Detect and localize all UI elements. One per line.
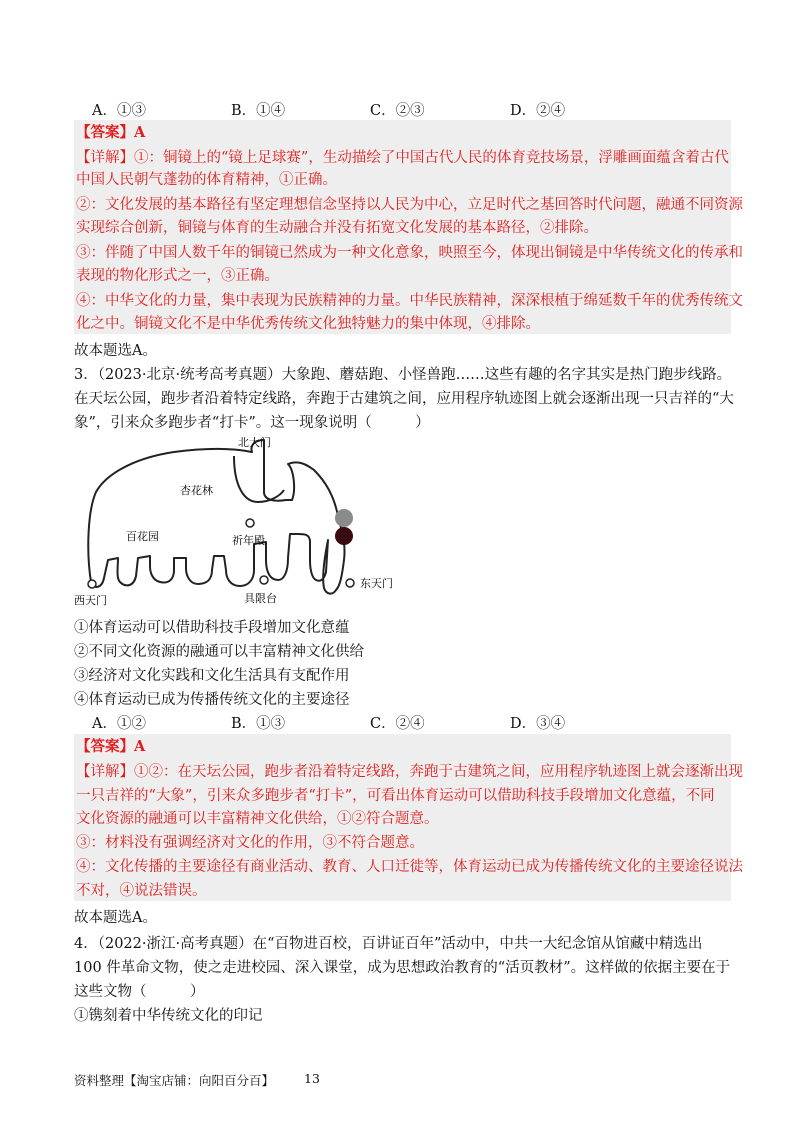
q2-detail-line: 化之中。铜镜文化不是中华优秀传统文化独特魅力的集中体现，④排除。 (76, 316, 540, 332)
map-label-baihua: 百花园 (126, 530, 159, 543)
q3-stem-line: 象”，引来众多跑步者“打卡”。这一现象说明（ ） (74, 415, 430, 431)
q3-stem-line: 在天坛公园，跑步者沿着特定线路，奔跑于古建筑之间，应用程序轨迹图上就会逐渐出现一只吉祥的“大 (74, 391, 734, 407)
q3-option-b: B．①③ (231, 716, 286, 732)
temple-of-heaven-running-route-map (74, 430, 394, 610)
q2-detail-line: 表现的物化形式之一，③正确。 (76, 268, 279, 284)
map-label-north-gate: 北大门 (238, 436, 271, 449)
q3-statement: ③经济对文化实践和文化生活具有支配作用 (74, 668, 350, 684)
map-label-east-gate: 东天门 (360, 577, 393, 590)
map-label-xinghua: 杏花林 (180, 484, 213, 497)
elephant-eye-gray-icon (335, 509, 353, 527)
q2-option-a: A．①③ (92, 103, 146, 119)
q3-detail-line: 不对，④说法错误。 (76, 883, 207, 899)
q2-detail-line: 实现综合创新，铜镜与体育的生动融合并没有拓宽文化发展的基本路径，②排除。 (76, 220, 598, 236)
q3-option-a: A．①② (92, 716, 146, 732)
q3-detail-line: 文化资源的融通可以丰富精神文化供给，①②符合题意。 (76, 811, 439, 827)
elephant-eye-dark-icon (335, 527, 353, 545)
q2-detail-line: 【详解】①：铜镜上的“镜上足球赛”，生动描绘了中国古代人民的体育竞技场景，浮雕画面蕴含着古代 (76, 150, 729, 166)
q2-answer-label: 【答案】A (76, 124, 146, 141)
q2-conclusion: 故本题选A。 (74, 343, 157, 359)
q2-option-d: D．②④ (510, 103, 566, 119)
q2-detail-line: ②：文化发展的基本路径有坚定理想信念坚持以人民为中心，立足时代之基回答时代问题，融通不同资源 (76, 197, 743, 213)
q3-detail-line: 【详解】①②：在天坛公园，跑步者沿着特定线路，奔跑于古建筑之间，应用程序轨迹图上就会逐渐出现 (76, 764, 743, 780)
q2-detail-line: ③：伴随了中国人数千年的铜镜已然成为一种文化意象，映照至今，体现出铜镜是中华传统文化的传承和 (76, 245, 743, 261)
q3-answer-box (74, 734, 743, 901)
q3-detail-line: ④：文化传播的主要途径有商业活动、教育、人口迁徙等，体育运动已成为传播传统文化的主要途径说法 (76, 859, 743, 875)
q2-answer-box (74, 120, 743, 334)
elephant-ear-path (234, 456, 284, 502)
footer-source: 资料整理【淘宝店铺：向阳百分百】 (74, 1073, 275, 1088)
q4-stem-line: 4．（2022·浙江·高考真题）在“百物进百校，百讲证百年”活动中，中共一大纪念馆从馆藏中精选出 (74, 936, 703, 952)
q4-statement: ①镌刻着中华传统文化的印记 (74, 1008, 263, 1024)
q3-statement: ①体育运动可以借助科技手段增加文化意蕴 (74, 620, 350, 636)
q4-stem-line: 100 件革命文物，使之走进校园、深入课堂，成为思想政治教育的“活页教材”。这样做的依据主要在于 (74, 960, 731, 976)
q3-conclusion: 故本题选A。 (74, 910, 157, 926)
map-label-huanqiu: 具限台 (244, 592, 277, 605)
qinian-marker (246, 519, 254, 527)
east-gate-marker (346, 579, 354, 587)
route-start-marker (88, 580, 96, 588)
map-label-west-gate: 西天门 (74, 594, 107, 607)
elephant-route-path (88, 440, 344, 594)
q3-statement: ④体育运动已成为传播传统文化的主要途径 (74, 692, 350, 708)
q2-detail-line: ④：中华文化的力量，集中表现为民族精神的力量。中华民族精神，深深根植于绵延数千年的优秀传统文 (76, 293, 743, 309)
q3-detail-line: 一只吉祥的“大象”，引来众多跑步者“打卡”，可看出体育运动可以借助科技手段增加文化意蕴，不同 (76, 788, 715, 804)
q2-option-b: B．①④ (231, 103, 286, 119)
q3-statement: ②不同文化资源的融通可以丰富精神文化供给 (74, 644, 364, 660)
page-number: 13 (304, 1071, 320, 1086)
map-label-qinian: 祈年殿 (232, 534, 265, 547)
q3-option-c: C．②④ (370, 716, 425, 732)
q3-option-d: D．③④ (510, 716, 566, 732)
huanqiu-marker (260, 576, 268, 584)
q3-answer-label: 【答案】A (76, 738, 146, 755)
page-footer (74, 1071, 320, 1089)
q3-stem-line: 3．（2023·北京·统考高考真题）大象跑、蘑菇跑、小怪兽跑……这些有趣的名字其实是热门跑步线路。 (74, 367, 732, 383)
q2-option-c: C．②③ (370, 103, 425, 119)
q3-detail-line: ③：材料没有强调经济对文化的作用，③不符合题意。 (76, 835, 424, 851)
q2-detail-line: 中国人民朝气蓬勃的体育精神，①正确。 (76, 172, 337, 188)
q4-stem-line: 这些文物（ ） (74, 984, 205, 1000)
